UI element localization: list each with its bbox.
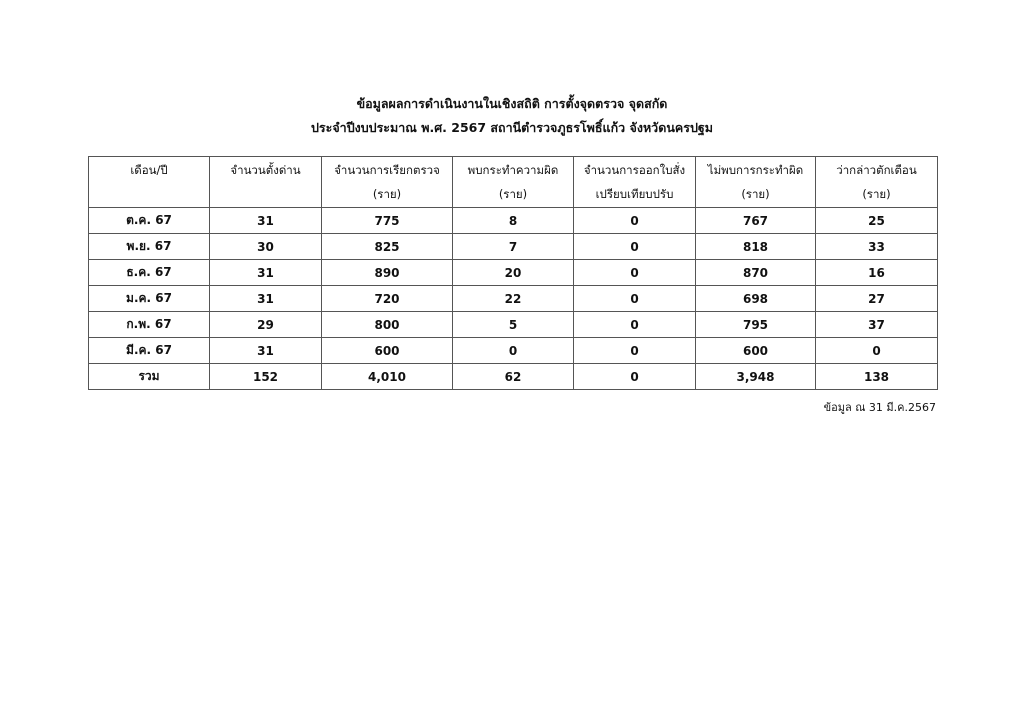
table-row: [89, 234, 938, 260]
table-cell: 138: [816, 364, 938, 390]
table-row: [89, 338, 938, 364]
table-cell: 27: [816, 286, 938, 312]
table-cell: 33: [816, 234, 938, 260]
header-month-year: เดือน/ปี: [89, 157, 210, 208]
table-cell: 20: [453, 260, 574, 286]
header-inspections: จำนวนการเรียกตรวจ (ราย): [322, 157, 453, 208]
table-cell: 8: [453, 208, 574, 234]
table-cell: 0: [574, 208, 696, 234]
table-cell: 0: [574, 364, 696, 390]
table-cell: 0: [574, 286, 696, 312]
table-total-row: [89, 364, 938, 390]
table-cell: 720: [322, 286, 453, 312]
header-offenses-found: พบกระทำความผิด (ราย): [453, 157, 574, 208]
table-cell: ม.ค. 67: [89, 286, 210, 312]
table-cell: ต.ค. 67: [89, 208, 210, 234]
table-cell: 5: [453, 312, 574, 338]
data-date-note: ข้อมูล ณ 31 มี.ค.2567: [823, 401, 936, 414]
table-cell: 3,948: [696, 364, 816, 390]
table-cell: 775: [322, 208, 453, 234]
table-cell: ธ.ค. 67: [89, 260, 210, 286]
table-cell: 818: [696, 234, 816, 260]
statistics-table: [88, 156, 938, 390]
table-cell: 600: [322, 338, 453, 364]
table-cell: 0: [574, 234, 696, 260]
table-cell: 29: [210, 312, 322, 338]
document-title: ข้อมูลผลการดำเนินงานในเชิงสถิติ การตั้งจุดตรวจ จุดสกัด: [356, 96, 668, 111]
table-cell: 152: [210, 364, 322, 390]
table-cell: รวม: [89, 364, 210, 390]
table-cell: 767: [696, 208, 816, 234]
header-checkpoints: จำนวนตั้งด่าน: [210, 157, 322, 208]
header-warnings: ว่ากล่าวตักเตือน (ราย): [816, 157, 938, 208]
table-header-row: [89, 157, 938, 208]
table-cell: 31: [210, 208, 322, 234]
table-cell: 0: [574, 260, 696, 286]
table-cell: 4,010: [322, 364, 453, 390]
header-no-offense: ไม่พบการกระทำผิด (ราย): [696, 157, 816, 208]
table-cell: 0: [574, 338, 696, 364]
table-row: [89, 260, 938, 286]
table-cell: 800: [322, 312, 453, 338]
table-cell: 25: [816, 208, 938, 234]
table-cell: 7: [453, 234, 574, 260]
table-cell: 31: [210, 338, 322, 364]
table-cell: พ.ย. 67: [89, 234, 210, 260]
table-cell: 795: [696, 312, 816, 338]
table-cell: 0: [816, 338, 938, 364]
table-cell: 30: [210, 234, 322, 260]
table-cell: มี.ค. 67: [89, 338, 210, 364]
table-cell: 0: [453, 338, 574, 364]
header-tickets-issued: จำนวนการออกใบสั่ง เปรียบเทียบปรับ: [574, 157, 696, 208]
table-cell: 600: [696, 338, 816, 364]
table-cell: 31: [210, 286, 322, 312]
table-cell: 825: [322, 234, 453, 260]
table-cell: 37: [816, 312, 938, 338]
table-row: [89, 208, 938, 234]
table-cell: 870: [696, 260, 816, 286]
table-cell: 62: [453, 364, 574, 390]
table-cell: 890: [322, 260, 453, 286]
table-cell: 0: [574, 312, 696, 338]
table-cell: 31: [210, 260, 322, 286]
document-subtitle: ประจำปีงบประมาณ พ.ศ. 2567 สถานีตำรวจภูธรโพธิ์แก้ว จังหวัดนครปฐม: [310, 120, 714, 135]
table-cell: 698: [696, 286, 816, 312]
table-row: [89, 312, 938, 338]
table-cell: 16: [816, 260, 938, 286]
table-cell: 22: [453, 286, 574, 312]
table-cell: ก.พ. 67: [89, 312, 210, 338]
table-row: [89, 286, 938, 312]
